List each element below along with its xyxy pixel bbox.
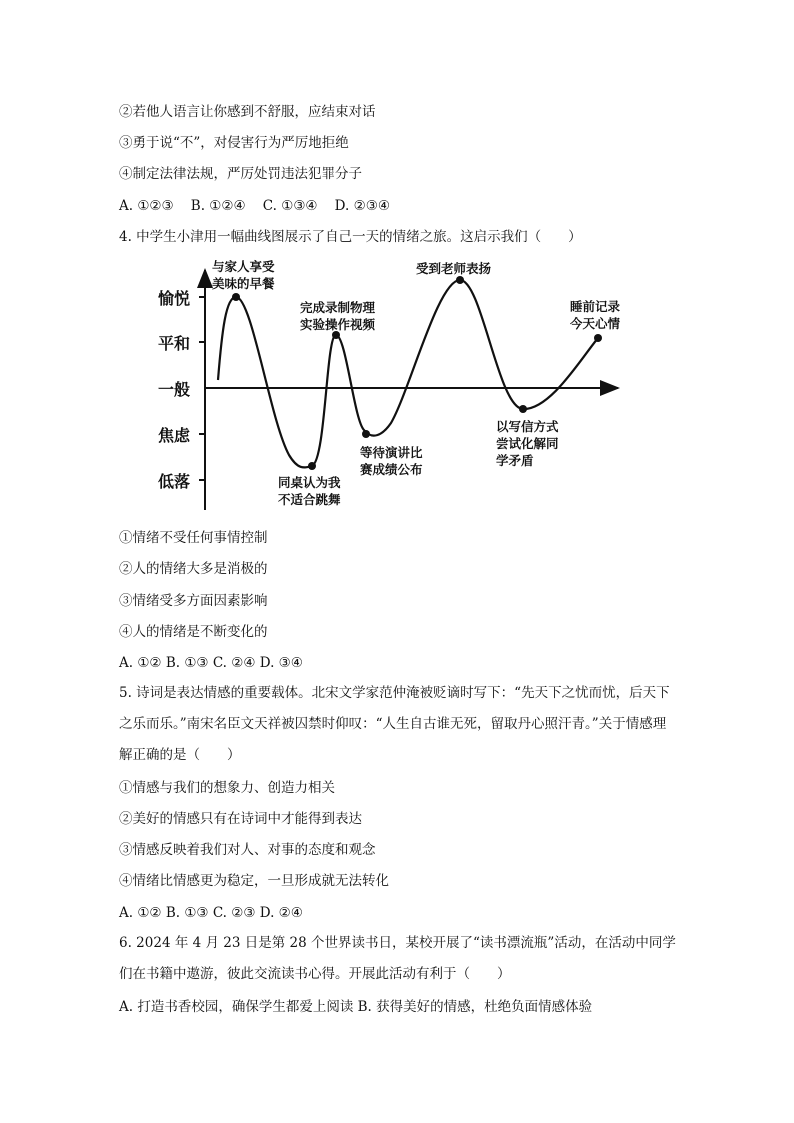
q3-option-4: ④制定法律法规，严厉处罚违法犯罪分子: [119, 166, 362, 182]
q4-option-4: ④人的情绪是不断变化的: [119, 624, 268, 640]
point-speech: [362, 430, 370, 438]
point-letter: [519, 405, 527, 413]
point-bedtime: [594, 334, 602, 342]
annotation-letter-1: 以写信方式: [496, 419, 559, 434]
y-label-diluo: 低落: [158, 472, 191, 491]
emotion-curve-figure: [150, 255, 630, 515]
annotation-speech-2: 赛成绩公布: [360, 462, 423, 477]
y-label-jiaolv: 焦虑: [158, 426, 191, 445]
y-label-yuyue: 愉悦: [158, 289, 191, 308]
q5-option-2: ②美好的情感只有在诗词中才能得到表达: [119, 811, 362, 827]
point-praise: [456, 276, 464, 284]
q5-choices: A. ①② B. ①③ C. ②③ D. ②④: [119, 905, 303, 921]
point-breakfast: [232, 293, 240, 301]
q4-option-2: ②人的情绪大多是消极的: [119, 561, 268, 577]
annotation-speech-1: 等待演讲比: [360, 445, 423, 460]
q5-stem: 5. 诗词是表达情感的重要载体。北宋文学家范仲淹被贬谪时写下：“先天下之忧而忧，后天下之乐而乐。”南宋名臣文天祥被囚禁时仰叹：“人生自古谁无死，留取丹心照汗青。”关于情感理解正确的是（ ）: [119, 685, 670, 763]
y-label-pinghe: 平和: [158, 334, 191, 353]
annotation-letter-2: 尝试化解同: [496, 436, 559, 451]
annotation-video-1: 完成录制物理: [300, 300, 376, 315]
annotation-deskmate-2: 不适合跳舞: [278, 492, 341, 507]
point-video: [332, 331, 340, 339]
annotation-breakfast-2: 美味的早餐: [212, 276, 275, 291]
annotation-letter-3: 学矛盾: [496, 453, 534, 468]
annotation-bedtime-2: 今天心情: [570, 316, 621, 331]
point-deskmate: [308, 462, 316, 470]
annotation-video-2: 实验操作视频: [300, 317, 376, 332]
q5-option-4: ④情绪比情感更为稳定，一旦形成就无法转化: [119, 873, 389, 889]
q4-stem: 4. 中学生小津用一幅曲线图展示了自己一天的情绪之旅。这启示我们（ ）: [119, 229, 582, 245]
annotation-breakfast-1: 与家人享受: [212, 259, 275, 274]
annotation-praise: 受到老师表扬: [416, 261, 492, 276]
q5-option-1: ①情感与我们的想象力、创造力相关: [119, 780, 335, 796]
annotation-bedtime-1: 睡前记录: [570, 299, 621, 314]
q3-option-3: ③勇于说“不”，对侵害行为严厉地拒绝: [119, 135, 349, 151]
q4-option-3: ③情绪受多方面因素影响: [119, 593, 268, 609]
annotation-deskmate-1: 同桌认为我: [278, 475, 341, 490]
q5-option-3: ③情感反映着我们对人、对事的态度和观念: [119, 842, 376, 858]
q4-option-1: ①情绪不受任何事情控制: [119, 530, 268, 546]
q4-choices: A. ①② B. ①③ C. ②④ D. ③④: [119, 655, 303, 671]
q6-stem: 6. 2024 年 4 月 23 日是第 28 个世界读书日，某校开展了“读书漂流瓶”活动，在活动中同学们在书籍中遨游，彼此交流读书心得。开展此活动有利于（ ）: [119, 935, 676, 982]
q6-choices-ab: A. 打造书香校园，确保学生都爱上阅读 B. 获得美好的情感，杜绝负面情感体验: [119, 999, 593, 1015]
q3-option-2: ②若他人语言让你感到不舒服，应结束对话: [119, 104, 376, 120]
y-label-yiban: 一般: [158, 380, 191, 399]
q3-choices: A. ①②③ B. ①②④ C. ①③④ D. ②③④: [119, 198, 390, 214]
